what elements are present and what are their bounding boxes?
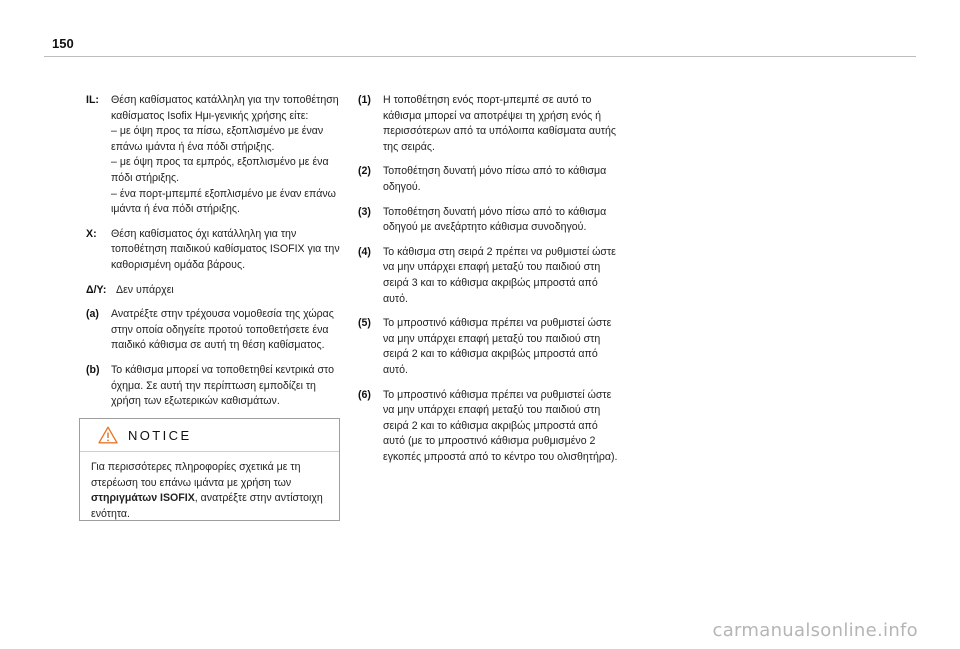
footnote-1	[358, 93, 628, 155]
text-line: αυτό.	[383, 292, 408, 305]
text-line: – ένα πορτ-μπεμπέ εξοπλισμένο με έναν επάνω	[111, 187, 336, 200]
legend-text	[111, 363, 348, 410]
watermark: carmanualsonline.info	[712, 620, 918, 641]
text-line: καθορισμένη ομάδα βάρους.	[111, 258, 246, 271]
footnote-key: (4)	[358, 245, 371, 258]
legend-entry-il	[86, 93, 348, 218]
text-line: να μην υπάρχει επαφή μεταξύ του παιδιού στη	[383, 404, 601, 417]
footnote-5	[358, 316, 628, 378]
legend-key: X:	[86, 227, 97, 240]
text-line: όχημα. Σε αυτή την περίπτωση εμποδίζει τη	[111, 379, 316, 392]
notice-text: , ανατρέξτε στην αντίστοιχη	[194, 492, 323, 505]
text-line: Το κάθισμα στη σειρά 2 πρέπει να ρυθμιστεί ώστε	[383, 245, 616, 258]
footnote-text	[383, 388, 628, 466]
footnote-text	[383, 316, 628, 378]
text-line: πόδι στήριξης.	[111, 171, 180, 184]
text-line: να μην υπάρχει επαφή μεταξύ του παιδιού στη	[383, 261, 601, 274]
legend-entry-a	[86, 307, 348, 354]
page-number: 150	[52, 36, 74, 51]
text-line: Θέση καθίσματος κατάλληλη για την τοποθέτηση	[111, 94, 339, 106]
footnote-text	[383, 93, 628, 155]
notice-header	[80, 419, 339, 452]
text-line: Το κάθισμα μπορεί να τοποθετηθεί κεντρικά στο	[111, 363, 334, 376]
text-line: Τοποθέτηση δυνατή μόνο πίσω από το κάθισμα	[383, 205, 607, 218]
legend-text	[111, 227, 348, 274]
text-line: Ανατρέξτε στην τρέχουσα νομοθεσία της χώρας	[111, 308, 334, 321]
text-line: Θέση καθίσματος όχι κατάλληλη για την	[111, 227, 297, 240]
legend-text	[111, 93, 348, 218]
text-line: να μην υπάρχει επαφή μεταξύ του παιδιού στη	[383, 332, 601, 345]
footnote-4	[358, 245, 628, 307]
footnote-2	[358, 164, 628, 195]
footnote-key: (5)	[358, 317, 371, 330]
text-line: σειρά 2 και το κάθισμα ακριβώς μπροστά από	[383, 348, 598, 361]
text-line: οδηγού.	[383, 180, 421, 193]
text-line: σειρά 3 και το κάθισμα ακριβώς μπροστά από	[383, 276, 598, 289]
text-line: ενότητα.	[91, 507, 130, 520]
text-line: αυτό.	[383, 363, 408, 376]
legend-key: (b)	[86, 363, 100, 376]
text-line: στην οποία οδηγείτε προτού τοποθετήσετε ένα	[111, 323, 329, 336]
text-line: Η τοποθέτηση ενός πορτ-μπεμπέ σε αυτό το	[383, 94, 592, 106]
footnote-text	[383, 205, 628, 236]
text-line: Το μπροστινό κάθισμα πρέπει να ρυθμιστεί ώστε	[383, 388, 612, 401]
notice-bold-term: στηριγμάτων ISOFIX	[91, 492, 195, 505]
text-line: τοποθέτηση παιδικού καθίσματος ISOFIX για την	[111, 243, 340, 256]
text-line: οδηγού με ανεξάρτητο κάθισμα συνοδηγού.	[383, 221, 587, 234]
footnote-text	[383, 245, 628, 307]
warning-triangle-icon	[98, 426, 118, 444]
text-line: αυτό (με το μπροστινό κάθισμα ρυθμισμένο 2	[383, 435, 596, 448]
right-column	[358, 93, 628, 474]
text-line: – με όψη προς τα εμπρός, εξοπλισμένο με ένα	[111, 156, 329, 169]
legend-text	[111, 307, 348, 354]
text-line: εγκοπές μπροστά από το κέντρο του ολισθητήρα).	[383, 450, 618, 463]
text-line: καθίσματος Isofix Ημι-γενικής χρήσης είτε:	[111, 109, 309, 122]
text-line: στερέωση του επάνω ιμάντα με χρήση των	[91, 476, 292, 489]
legend-key: IL:	[86, 94, 99, 106]
left-column	[86, 93, 348, 419]
text-line: περισσότερων από τα υπόλοιπα καθίσματα αυτής	[383, 125, 616, 138]
text-line: Το μπροστινό κάθισμα πρέπει να ρυθμιστεί ώστε	[383, 317, 612, 330]
text-line: σειρά 2 και το κάθισμα ακριβώς μπροστά από	[383, 419, 598, 432]
legend-entry-na	[86, 283, 348, 299]
legend-key: Δ/Υ:	[86, 283, 107, 296]
footnote-3	[358, 205, 628, 236]
text-line: παιδικό κάθισμα σε αυτή τη θέση καθίσματος.	[111, 339, 325, 352]
text-line: Για περισσότερες πληροφορίες σχετικά με τη	[91, 461, 301, 473]
footnote-6	[358, 388, 628, 466]
text-line: Τοποθέτηση δυνατή μόνο πίσω από το κάθισμα	[383, 165, 607, 178]
header-divider	[44, 56, 916, 57]
legend-entry-x	[86, 227, 348, 274]
notice-box	[79, 418, 340, 521]
text-line: Δεν υπάρχει	[116, 283, 174, 296]
notice-title: NOTICE	[128, 427, 192, 443]
footnote-key: (2)	[358, 165, 371, 178]
footnote-key: (6)	[358, 388, 371, 401]
footnote-text	[383, 164, 628, 195]
text-line: κάθισμα μπορεί να αποτρέψει τη χρήση ενός ή	[383, 109, 602, 122]
notice-body	[80, 452, 339, 522]
legend-key: (a)	[86, 308, 99, 321]
legend-text	[116, 283, 348, 299]
footnote-key: (3)	[358, 205, 371, 218]
text-line: της σειράς.	[383, 140, 435, 153]
text-line	[91, 491, 339, 507]
text-line: επάνω ιμάντα ή ένα πόδι στήριξης.	[111, 140, 275, 153]
text-line: – με όψη προς τα πίσω, εξοπλισμένο με έναν	[111, 125, 324, 138]
text-line: ιμάντα ή ένα πόδι στήριξης.	[111, 203, 240, 216]
legend-entry-b	[86, 363, 348, 410]
text-line: χρήση των εξωτερικών καθισμάτων.	[111, 395, 280, 408]
footnote-key: (1)	[358, 94, 371, 106]
